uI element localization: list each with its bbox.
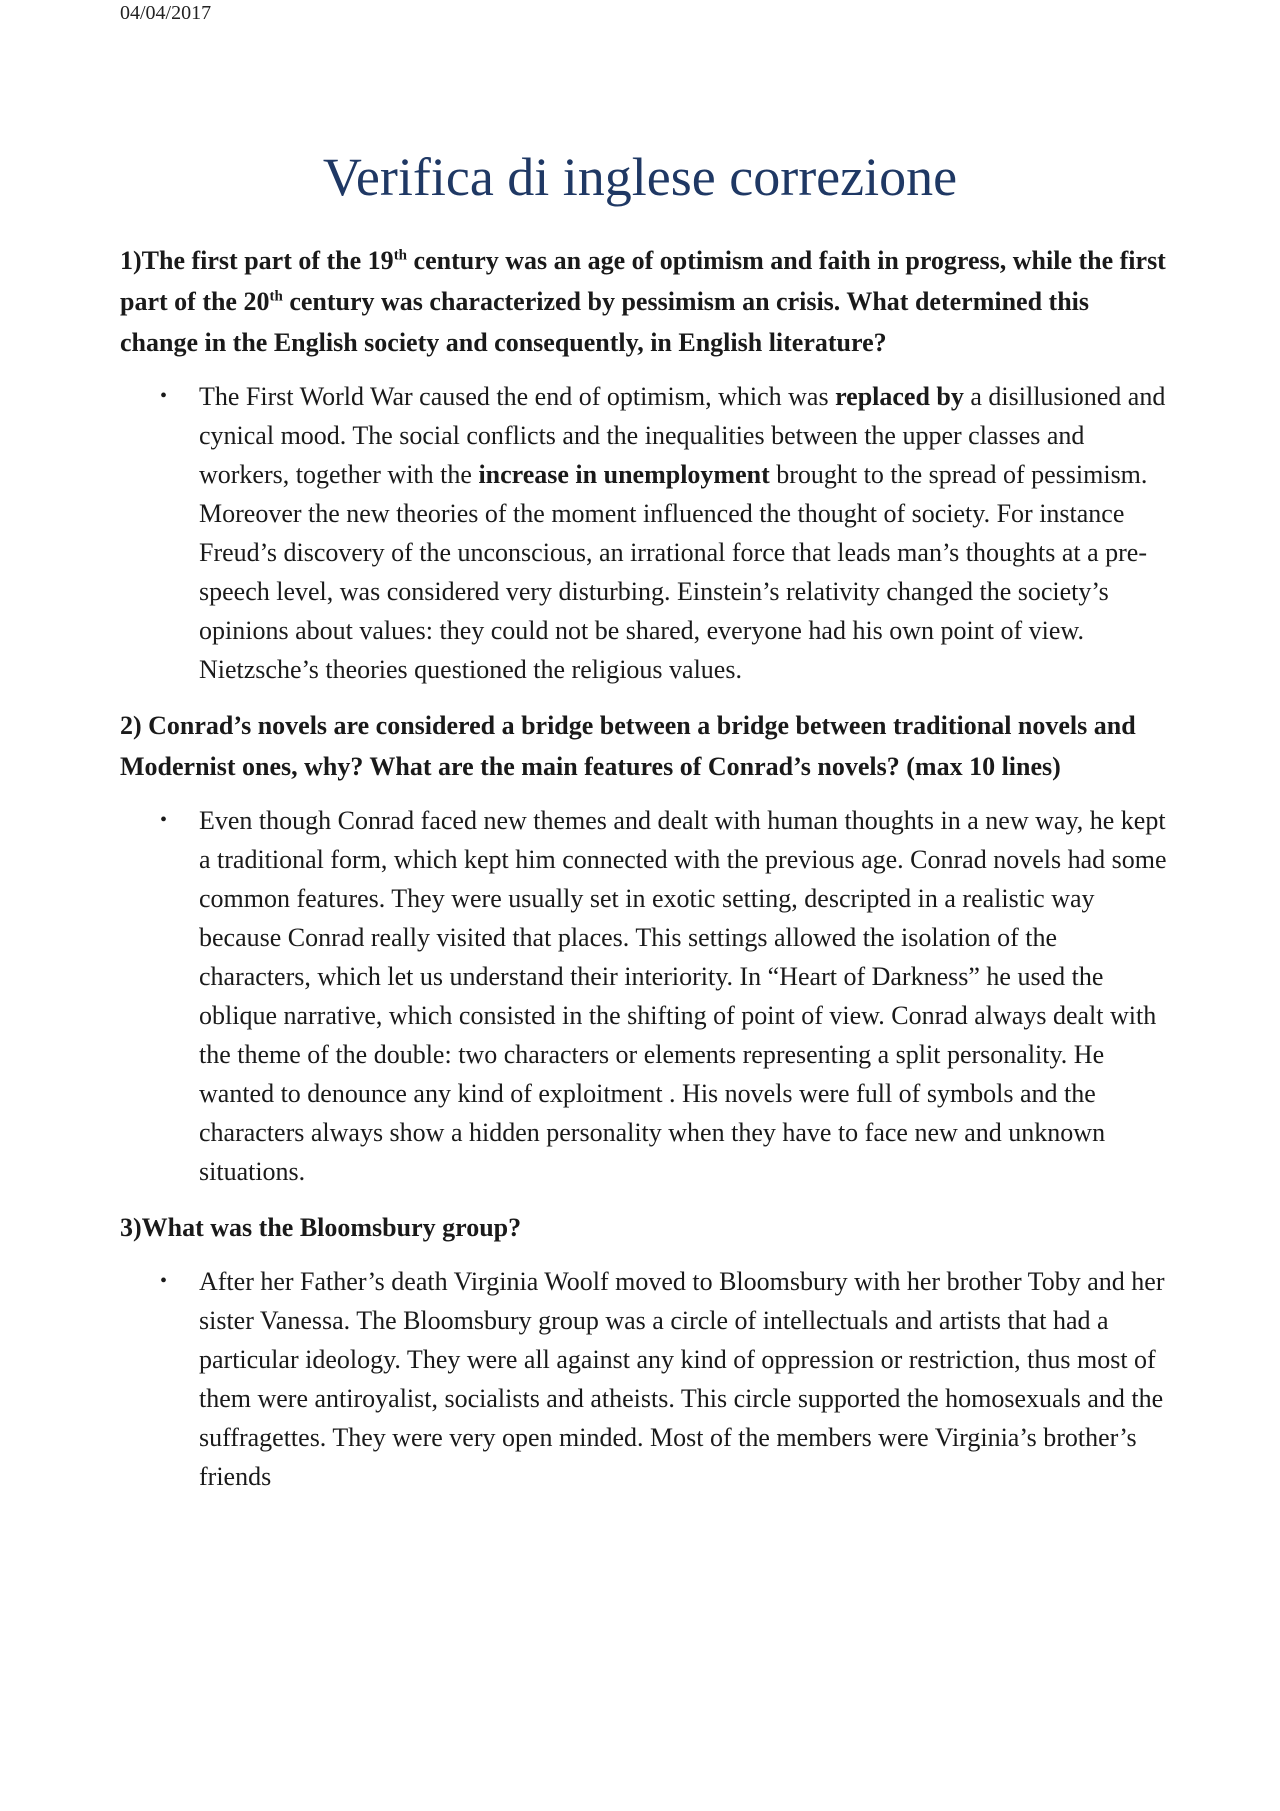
answer-3-text: After her Father’s death Virginia Woolf moved to Bloomsbury with her brother Toby and her sister Vanessa. The Bloomsbury group was a circle of intellectuals and artists that had a particular ideology. They were all against any kind of oppression or restriction, thus most of them were antiroyalist, socialists and atheists. This circle supported the homosexuals and the suffragettes. They were very open minded. Most of the members were Virginia’s brother’s friends (199, 1267, 1165, 1491)
question-1-part-3: century was characterized by pessimism an crisis. What determined this change in the English society and consequently, in English literature? (120, 287, 1089, 357)
bullet-icon: • (160, 385, 168, 407)
answer-2 (120, 801, 1170, 1191)
question-1-superscript-2: th (269, 288, 283, 305)
answer-1-text-3: brought to the spread of pessimism. Moreover the new theories of the moment influenced the thought of society. For instance Freud’s discovery of the unconscious, an irrational force that leads man’s thoughts at a pre-speech level, was considered very disturbing. Einstein’s relativity changed the society’s opinions about values: they could not be shared, everyone had his own point of view. Nietzsche’s theories questioned the religious values. (199, 460, 1148, 684)
question-1-part-1: 1)The first part of the 19 (120, 246, 394, 275)
answer-1-bold-1: replaced by (835, 382, 964, 411)
document-date: 04/04/2017 (120, 2, 212, 24)
answer-2-text: Even though Conrad faced new themes and dealt with human thoughts in a new way, he kept a traditional form, which kept him connected with the previous age. Conrad novels had some common features. They were usually set in exotic setting, descripted in a realistic way because Conrad really visited that places. This settings allowed the isolation of the characters, which let us understand their interiority. In “Heart of Darkness” he used the oblique narrative, which consisted in the shifting of point of view. Conrad always dealt with the theme of the double: two characters or elements representing a split personality. He wanted to denounce any kind of exploitment . His novels were full of symbols and the characters always show a hidden personality when they have to face new and unknown situations. (199, 806, 1167, 1186)
question-1 (120, 240, 1170, 363)
question-1-superscript-1: th (393, 247, 408, 264)
bullet-icon: • (160, 809, 168, 831)
answer-1 (120, 377, 1170, 689)
question-2: 2) Conrad’s novels are considered a bridge between a bridge between traditional novels and Modernist ones, why? What are the main features of Conrad’s novels? (max 10 lines) (120, 711, 1136, 781)
answer-1-text-1: The First World War caused the end of optimism, which was (199, 382, 836, 411)
answer-1-text-2: a disillusioned and cynical mood. The social conflicts and the inequalities between the upper classes and workers, together with the (199, 382, 1166, 489)
question-3: 3)What was the Bloomsbury group? (120, 1213, 522, 1242)
question-1-part-2: century was an age of optimism and faith in progress, while the first part of the 20 (120, 246, 1166, 316)
document-title: Verifica di inglese correzione (322, 147, 958, 207)
answer-1-bold-2: increase in unemployment (478, 460, 770, 489)
bullet-icon: • (160, 1270, 168, 1292)
answer-3 (120, 1262, 1170, 1496)
document-body (120, 240, 1170, 1512)
